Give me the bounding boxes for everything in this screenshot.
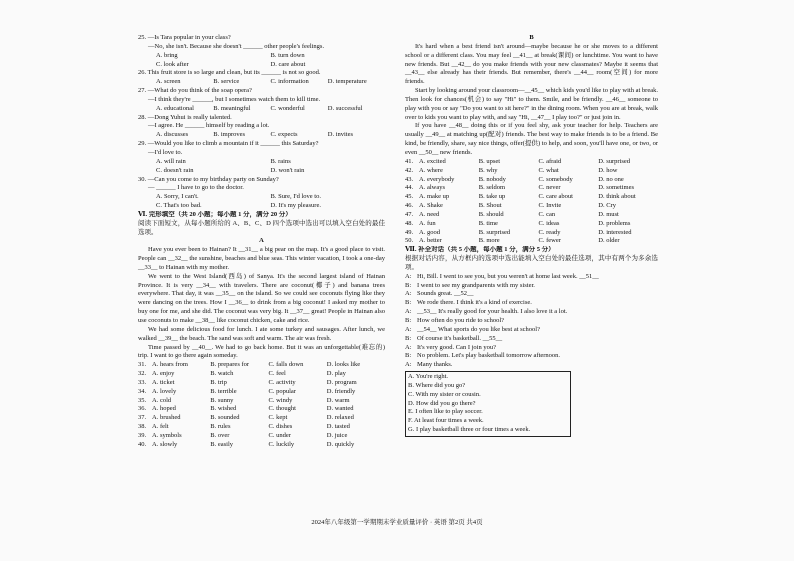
q26-stem: 26. This fruit store is so large and clean, but its ______ is not so good. [138, 69, 321, 77]
utterance: No problem. Let's play basketball tomorrow afternoon. [417, 352, 561, 360]
option: C. ideas [538, 219, 560, 227]
option: A. where [419, 166, 443, 174]
box-option: B. Where did you go? [408, 381, 466, 389]
option: A. excited [419, 157, 446, 165]
option: B. terrible [210, 387, 237, 395]
speaker: B: [405, 299, 412, 307]
q25-options-row1 [138, 52, 385, 61]
question-number: 37. [138, 414, 147, 422]
utterance: We rode there. I think it's a kind of exercise. [417, 299, 532, 307]
question-number: 38. [138, 423, 147, 431]
mcq-row [405, 184, 658, 193]
passage-b-paragraph: Start by looking around your classroom—__45__ which kids you'd like to play with at break. Then look for chances(机会) to say "Hi" to them. Smile, and be friendly. __46__ someone to play with you or say "Do you want to sit here?" in the dining room. When you are at break, walk over to kids you want to play with, and say "Hi, __47__ I play too?" or just join in. [405, 87, 658, 121]
option: B. turn down [270, 51, 305, 59]
option: D. looks like [326, 361, 361, 369]
option: A. good [419, 228, 440, 236]
option: D. friendly [326, 387, 356, 395]
q29-options-row2 [138, 167, 385, 176]
option: D. no one [598, 175, 624, 183]
option: A. brushed [152, 414, 181, 422]
option: A. slowly [152, 440, 178, 448]
options-box [405, 371, 571, 437]
mcq-row [405, 229, 658, 238]
right-column [405, 34, 658, 437]
q25-options-row2 [138, 61, 385, 70]
option: A. hears from [152, 361, 188, 369]
option: C. thought [268, 405, 296, 413]
option: D. It's my pleasure. [270, 202, 321, 210]
section-7-instructions: 根据对话内容，从方框内的选项中选出能填入空白处的最佳选项，其中有两个为多余选项。 [405, 255, 658, 271]
option: B. meaningful [213, 104, 251, 112]
option: D. quickly [326, 440, 355, 448]
option: C. That's too bad. [156, 202, 202, 210]
speaker: A: [405, 272, 412, 280]
option: D. must [598, 210, 619, 218]
utterance: Of course it's basketball. __55__ [417, 334, 503, 342]
utterance: __53__ It's really good for your health. I also love it a lot. [417, 308, 568, 316]
speaker: B: [405, 334, 412, 342]
option: D. surprised [598, 157, 631, 165]
question-number: 49. [405, 228, 414, 236]
option: A. make up [419, 193, 450, 201]
q30-stem: 30. —Can you come to my birthday party on Sunday? [138, 175, 279, 183]
question-number: 32. [138, 370, 147, 378]
passage-a-paragraph: Time passed by __40__. We had to go back home. But it was an unforgettable(难忘的) trip. I want to go there again someday. [138, 343, 385, 360]
utterance: Many thanks. [417, 361, 453, 369]
option: A. everybody [419, 175, 455, 183]
option: A. felt [152, 423, 169, 431]
passage-b-paragraph: If you have __48__ doing this or if you feel shy, ask your teacher for help. Teachers are usually __49__ at matching up(配对) friends. The best way to make friends is to be a friend. Be kind, be friendly, share, say nice things, offer(提供) to help, and soon, you'll have one, or two, or even __50__ new friends. [405, 122, 658, 156]
option: C. feel [268, 370, 286, 378]
question-number: 36. [138, 405, 147, 413]
utterance: I went to see my grandparents with my sister. [417, 281, 535, 289]
option: B. should [478, 210, 504, 218]
option: A. enjoy [152, 370, 175, 378]
option: C. luckily [268, 440, 295, 448]
option: D. successful [327, 104, 363, 112]
option: C. care about [538, 193, 573, 201]
option: D. program [326, 378, 357, 386]
option: A. lovely [152, 387, 177, 395]
dialogue-line [405, 352, 658, 361]
option: D. warm [326, 396, 350, 404]
option: B. upset [478, 157, 501, 165]
speaker: B: [405, 317, 412, 324]
option: C. wonderful [270, 104, 305, 112]
mcq-row [405, 211, 658, 220]
left-column [138, 34, 385, 450]
q25-reply: —No, she isn't. Because she doesn't ______ other people's feelings. [148, 42, 325, 50]
option: D. juice [326, 431, 348, 439]
question-number: 35. [138, 396, 147, 404]
option: D. problems [598, 219, 631, 227]
dialogue-line [405, 290, 658, 299]
question-number: 40. [138, 440, 147, 448]
option: D. invites [327, 131, 354, 139]
question-number: 41. [405, 157, 414, 165]
option: C. windy [268, 396, 293, 404]
option: D. wanted [326, 405, 354, 413]
dialogue [405, 273, 658, 370]
q27-options [138, 105, 385, 114]
option: C. doesn't rain [156, 166, 194, 174]
option: A. bring [156, 51, 178, 59]
passage-b-paragraph: It's hard when a best friend isn't around—maybe because he or she moves to a different school or a different class. You may feel __41__ at break(课间) or lunchtime. You want to have new friends. But __42__ do you make friends with your new classmates? Maybe it seems that __43__ else already has their friends. But remember, there's __44__ room(空间) for more friends. [405, 42, 658, 86]
mcq-row [138, 361, 385, 370]
question-number: 43. [405, 175, 414, 183]
q30-options-row2 [138, 202, 385, 211]
option: C. fewer [538, 237, 561, 245]
utterance: Sounds great. __52__ [417, 290, 474, 298]
option: C. can [538, 210, 556, 218]
mcq-row [138, 432, 385, 441]
speaker: A: [405, 361, 412, 369]
dialogue-line [405, 273, 658, 282]
option: C. activity [268, 378, 296, 386]
q29-options-row1 [138, 158, 385, 167]
q28-options [138, 131, 385, 140]
q28-reply: —I agree. He ______ himself by reading a lot. [148, 122, 270, 130]
utterance: How often do you ride to school? [417, 317, 505, 324]
option: B. take up [478, 193, 506, 201]
option: B. time [478, 219, 498, 227]
option: B. easily [210, 440, 233, 448]
mcq-row [405, 167, 658, 176]
dialogue-line [405, 344, 658, 353]
option: A. will rain [156, 157, 186, 165]
passage-b-label: B [529, 34, 534, 41]
q27-stem: 27. —What do you think of the soap opera? [138, 87, 252, 95]
mcq-row [405, 237, 658, 246]
dialogue-line [405, 361, 658, 370]
mcq-row [138, 370, 385, 379]
box-option: F. At least four times a week. [408, 417, 484, 425]
dialogue-line [405, 282, 658, 291]
question-number: 47. [405, 210, 414, 218]
option: A. hoped [152, 405, 176, 413]
q30-options-row1 [138, 193, 385, 202]
speaker: B: [405, 281, 412, 289]
option: C. ready [538, 228, 561, 236]
option: A. cold [152, 396, 172, 404]
q29-stem: 29. —Would you like to climb a mountain if it ______ this Saturday? [138, 140, 319, 148]
option: C. afraid [538, 157, 562, 165]
option: C. Invite [538, 202, 562, 210]
option: D. sometimes [598, 184, 634, 192]
option: B. surprised [478, 228, 511, 236]
question-number: 46. [405, 202, 414, 210]
option: D. relaxed [326, 414, 354, 422]
option: B. watch [210, 370, 234, 378]
dialogue-line [405, 308, 658, 317]
q30-reply: — ______ I have to go to the doctor. [148, 184, 244, 192]
section-6-title: Ⅵ. 完形填空（共 20 小题；每小题 1 分，满分 20 分） [138, 210, 292, 218]
mcq-row [138, 388, 385, 397]
mcq-row [405, 202, 658, 211]
option: B. rules [210, 423, 231, 431]
utterance: __54__ What sports do you like best at school? [417, 325, 541, 333]
option: B. prepares for [210, 361, 250, 369]
mcq-row [138, 379, 385, 388]
option: B. Shout [478, 202, 502, 210]
option: B. sounded [210, 414, 240, 422]
option: A. always [419, 184, 445, 192]
option: C. under [268, 431, 291, 439]
box-option: A. You're right. [408, 373, 448, 381]
option: C. information [270, 78, 309, 86]
mcq-row [138, 405, 385, 414]
passage-a-label: A [259, 237, 264, 245]
question-number: 50. [405, 237, 414, 245]
utterance: It's very good. Can I join you? [417, 343, 496, 351]
option: C. never [538, 184, 561, 192]
option: B. rains [270, 157, 291, 165]
option: A. screen [156, 78, 181, 86]
option: D. temperature [327, 78, 367, 86]
option: C. somebody [538, 175, 573, 183]
option: D. play [326, 370, 346, 378]
option: A. need [419, 210, 440, 218]
speaker: A: [405, 343, 412, 351]
option: C. falls down [268, 361, 304, 369]
speaker: A: [405, 308, 412, 316]
dialogue-line [405, 317, 658, 326]
passage-a-paragraph: We went to the West Island(西岛) of Sanya. It's the second largest island of Hainan Province. It is very __34__ with travelers. There are coconut(椰子) and banana trees everywhere. That day, it was __35__ on the island. So we could see coconuts flying like they were dancing on the trees. How I __36__ to drink from a big coconut! I asked my mother to buy one for me, and she did. The coconut was very big. It __37__ great! People in Hainan also use coconuts to make __38__ like coconut chicken, cake and rice. [138, 272, 385, 324]
box-option: D. How did you go there? [408, 399, 476, 407]
q28-stem: 28. —Dong Yuhui is really talented. [138, 113, 232, 121]
option: C. expects [270, 131, 298, 139]
passage-a-paragraph: Have you ever been to Hainan? It __31__ a big pear on the map. It's a good place to visit. People can __32__ the sunshine, beaches and blue seas. This winter vacation, I took a one-day __33__ to Hainan with my mother. [138, 246, 385, 271]
mcq-row [138, 397, 385, 406]
option: D. won't rain [270, 166, 305, 174]
utterance: Hi, Bill. I went to see you, but you weren't at home last week. __51__ [417, 272, 599, 280]
section-7-title: Ⅶ. 补全对话（共 5 小题，每小题 1 分，满分 5 分） [405, 246, 555, 254]
option: C. look after [156, 60, 189, 68]
q25-stem: 25. —Is Tara popular in your class? [138, 34, 231, 41]
option: B. service [213, 78, 240, 86]
dialogue-line [405, 299, 658, 308]
question-number: 34. [138, 387, 147, 395]
option: A. educational [156, 104, 194, 112]
option: B. wished [210, 405, 237, 413]
speaker: A: [405, 290, 412, 298]
dialogue-line [405, 326, 658, 335]
option: B. Sure, I'd love to. [270, 193, 321, 201]
box-option: C. With my sister or cousin. [408, 390, 481, 398]
option: A. better [419, 237, 442, 245]
option: D. Cry [598, 202, 616, 210]
option: D. care about [270, 60, 306, 68]
option: D. how [598, 166, 618, 174]
option: B. more [478, 237, 500, 245]
section-6-instructions: 阅读下面短文，从每小题所给的 A、B、C、D 四个选项中选出可以填入空白处的最佳选项。 [138, 219, 385, 236]
question-number: 48. [405, 219, 414, 227]
page-footer: 2024年八年级第一学期期末学业质量评价 · 英语 第2页 共4页 [311, 519, 483, 526]
option: A. fun [419, 219, 436, 227]
option: A. ticket [152, 378, 175, 386]
speaker: A: [405, 325, 412, 333]
box-option: G. I play basketball three or four times a week. [408, 426, 531, 434]
option: A. Sorry, I can't. [156, 193, 199, 201]
q26-options [138, 78, 385, 87]
option: A. symbols [152, 431, 182, 439]
option: B. over [210, 431, 230, 439]
option: B. trip [210, 378, 227, 386]
question-number: 33. [138, 378, 147, 386]
mcq-row [405, 193, 658, 202]
option: B. sunny [210, 396, 234, 404]
question-number: 42. [405, 166, 414, 174]
mcq-row [138, 423, 385, 432]
option: C. popular [268, 387, 296, 395]
question-number: 31. [138, 361, 147, 369]
option: A. discusses [156, 131, 189, 139]
option: B. why [478, 166, 498, 174]
mcq-row [138, 441, 385, 450]
question-number: 45. [405, 193, 414, 201]
questions-31-40 [138, 361, 385, 449]
mcq-row [138, 414, 385, 423]
option: C. what [538, 166, 559, 174]
option: A. Shake [419, 202, 443, 210]
mcq-row [405, 158, 658, 167]
questions-41-50 [405, 158, 658, 246]
mcq-row [405, 220, 658, 229]
q27-reply: —I think they're ______, but I sometimes watch them to kill time. [148, 95, 321, 103]
option: B. seldom [478, 184, 506, 192]
option: D. older [598, 237, 620, 245]
option: D. interested [598, 228, 632, 236]
option: D. tasted [326, 423, 350, 431]
passage-a-paragraph: We had some delicious food for lunch. I ate some turkey and sausages. After lunch, we walked __39__ the beach. The sand was soft and warm. The air was fresh. [138, 325, 385, 342]
dialogue-line [405, 335, 658, 344]
speaker: B: [405, 352, 412, 360]
box-option: E. I often like to play soccer. [408, 408, 483, 416]
question-number: 44. [405, 184, 414, 192]
option: B. nobody [478, 175, 506, 183]
option: C. kept [268, 414, 288, 422]
question-number: 39. [138, 431, 147, 439]
mcq-row [405, 176, 658, 185]
option: D. think about [598, 193, 636, 201]
option: B. improves [213, 131, 246, 139]
q29-reply: —I'd love to. [148, 148, 183, 156]
option: C. dishes [268, 423, 293, 431]
